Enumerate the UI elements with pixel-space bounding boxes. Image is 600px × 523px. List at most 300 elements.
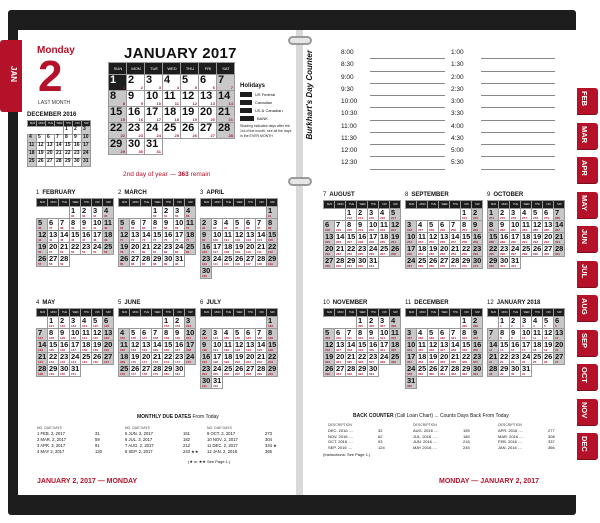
day-cell[interactable]: 18 352 (418, 352, 427, 364)
day-cell[interactable]: 5 5 (182, 74, 197, 90)
day-cell[interactable]: 13 347 (440, 340, 449, 352)
day-cell[interactable]: 1 121 (48, 317, 59, 329)
day-cell[interactable]: 16 16 (128, 106, 143, 122)
day-cell[interactable]: 30 242 (358, 256, 367, 268)
day-cell[interactable]: 22 203 (268, 352, 277, 364)
day-cell[interactable]: 9 9 (128, 90, 143, 106)
day-cell[interactable]: 7 7 (218, 74, 233, 90)
day-cell[interactable]: 15 196 (268, 340, 277, 352)
day-cell[interactable]: 14 45 (60, 230, 69, 242)
day-cell[interactable]: 15 227 (347, 232, 356, 244)
day-cell[interactable]: 30 30 (511, 364, 520, 376)
day-cell[interactable]: 12 12 (182, 90, 197, 106)
day-cell[interactable]: 7 280 (554, 209, 565, 221)
day-cell[interactable]: 2 61 (163, 207, 174, 219)
day-cell[interactable]: 9 (73, 135, 82, 143)
day-cell[interactable]: 1 32 (70, 207, 81, 219)
day-cell[interactable]: 22 22 (110, 122, 125, 138)
day-cell[interactable]: 1 1 (499, 317, 510, 329)
day-cell[interactable]: 23 235 (358, 244, 367, 256)
day-cell[interactable]: 3 154 (185, 317, 196, 329)
day-cell[interactable]: 4 63 (185, 207, 196, 219)
day-cell[interactable]: 6 6 (554, 317, 565, 329)
day-cell[interactable]: 28 28 (218, 122, 233, 138)
day-cell[interactable]: 21 264 (451, 244, 460, 256)
day-cell[interactable]: 22 142 (49, 352, 58, 364)
day-cell[interactable]: 18 49 (104, 230, 113, 242)
day-cell[interactable]: 10 191 (213, 340, 222, 352)
day-cell[interactable]: 9 282 (499, 221, 510, 233)
day-cell[interactable]: 11 162 (120, 340, 128, 352)
day-cell[interactable]: 17 (82, 143, 91, 151)
day-cell[interactable]: 20 232 (325, 244, 334, 256)
day-cell[interactable]: 30 211 (202, 376, 211, 388)
day-cell[interactable]: 22 234 (347, 244, 356, 256)
writing-line[interactable] (370, 169, 445, 170)
day-cell[interactable]: 12 43 (38, 230, 47, 242)
day-cell[interactable]: 31 243 (369, 256, 378, 268)
day-cell[interactable]: 20 (46, 151, 55, 159)
day-cell[interactable]: 23 174 (175, 352, 184, 364)
day-cell[interactable]: 27 (46, 159, 55, 167)
day-cell[interactable]: 15 288 (489, 232, 498, 244)
day-cell[interactable]: 23 82 (164, 242, 173, 254)
day-cell[interactable]: 20 110 (246, 242, 255, 254)
day-cell[interactable]: 24 83 (175, 242, 184, 254)
day-cell[interactable]: 26 26 (182, 122, 197, 138)
day-cell[interactable]: 14 195 (257, 340, 266, 352)
day-cell[interactable]: 28 362 (451, 364, 460, 376)
day-cell[interactable]: 25 145 (82, 352, 91, 364)
day-cell[interactable]: 30 273 (473, 256, 482, 268)
day-cell[interactable]: 16 320 (369, 340, 378, 352)
day-cell[interactable]: 19 200 (235, 352, 244, 364)
day-cell[interactable]: 19 353 (429, 352, 438, 364)
day-cell[interactable]: 8 312 (357, 329, 368, 341)
day-cell[interactable]: 2 122 (59, 317, 70, 329)
day-cell[interactable]: 15 15 (500, 340, 509, 352)
day-cell[interactable]: 22 53 (71, 242, 80, 254)
day-cell[interactable]: 14 (55, 143, 64, 151)
day-cell[interactable]: 3 307 (379, 317, 390, 329)
day-cell[interactable]: 30 303 (500, 256, 509, 268)
day-cell[interactable]: 29 149 (49, 364, 58, 376)
tab-nov[interactable] (577, 399, 598, 426)
day-cell[interactable]: 15 105 (268, 230, 277, 242)
day-cell[interactable]: 19 323 (325, 352, 334, 364)
day-cell[interactable]: 7 38 (59, 219, 70, 231)
day-cell[interactable]: 19 139 (93, 340, 102, 352)
day-cell[interactable]: 23 327 (369, 352, 378, 364)
day-cell[interactable]: 25 (28, 159, 37, 167)
day-cell[interactable]: 21 (55, 151, 64, 159)
day-cell[interactable]: 16 350 (473, 340, 482, 352)
day-cell[interactable]: 18 322 (391, 340, 400, 352)
day-cell[interactable]: 26 299 (533, 244, 542, 256)
day-cell[interactable]: 22 295 (489, 244, 498, 256)
day-cell[interactable]: 27 208 (246, 364, 255, 376)
day-cell[interactable]: 29 333 (358, 364, 367, 376)
day-cell[interactable]: 6 126 (103, 317, 114, 329)
day-cell[interactable]: 11 42 (104, 218, 112, 230)
day-cell[interactable]: 30 89 (164, 254, 173, 266)
day-cell[interactable]: 21 202 (257, 352, 266, 364)
tab-jul[interactable] (577, 261, 598, 288)
day-cell[interactable]: 21 80 (142, 242, 151, 254)
day-cell[interactable]: 18 138 (82, 340, 91, 352)
day-cell[interactable]: 2 336 (472, 317, 483, 329)
day-cell[interactable]: 26 (37, 159, 46, 167)
day-cell[interactable]: 6 249 (439, 221, 450, 233)
day-cell[interactable]: 17 168 (186, 340, 195, 352)
day-cell[interactable]: 23 23 (128, 122, 143, 138)
day-cell[interactable]: 24 267 (407, 256, 416, 268)
day-cell[interactable]: 7 127 (37, 329, 48, 341)
day-cell[interactable]: 3 123 (70, 317, 81, 329)
day-cell[interactable]: 10 253 (407, 232, 416, 244)
tab-aug[interactable] (577, 295, 598, 322)
day-cell[interactable]: 29 241 (347, 256, 356, 268)
day-cell[interactable]: 14 134 (38, 340, 47, 352)
day-cell[interactable]: 17 351 (407, 352, 416, 364)
day-cell[interactable]: 16 136 (60, 340, 69, 352)
day-cell[interactable]: 21 141 (38, 352, 47, 364)
day-cell[interactable]: 23 357 (473, 352, 482, 364)
day-cell[interactable]: 9 160 (174, 329, 185, 341)
day-cell[interactable]: 1 213 (346, 209, 357, 221)
day-cell[interactable]: 19 (37, 151, 46, 159)
day-cell[interactable]: 12 12 (544, 328, 553, 340)
day-cell[interactable]: 6 157 (141, 329, 152, 341)
day-cell[interactable]: 29 210 (268, 364, 277, 376)
day-cell[interactable]: 11 223 (380, 220, 388, 232)
day-cell[interactable]: 7 7 (488, 329, 499, 341)
day-cell[interactable]: 10 100 (213, 230, 222, 242)
day-cell[interactable]: 23 (73, 151, 82, 159)
day-cell[interactable]: 26 85 (120, 254, 129, 266)
day-cell[interactable]: 11 11 (164, 90, 179, 106)
day-cell[interactable]: 10 (82, 135, 91, 143)
day-cell[interactable]: 1 60 (152, 207, 163, 219)
day-cell[interactable]: 12 224 (391, 220, 400, 232)
day-cell[interactable]: 25 25 (164, 122, 179, 138)
day-cell[interactable]: 12 346 (429, 340, 438, 352)
day-cell[interactable]: 31 31 (522, 364, 531, 376)
day-cell[interactable]: 9 313 (368, 329, 379, 341)
day-cell[interactable]: 27 58 (49, 254, 58, 266)
tab-feb[interactable] (577, 88, 598, 115)
day-cell[interactable]: 7 188 (256, 329, 267, 341)
day-cell[interactable]: 25 115 (224, 254, 233, 266)
day-cell[interactable]: 2 245 (472, 209, 483, 221)
day-cell[interactable]: 26 207 (235, 364, 244, 376)
day-cell[interactable]: 1 274 (488, 209, 499, 221)
day-cell[interactable]: 8 159 (163, 329, 174, 341)
day-cell[interactable]: 28 87 (142, 254, 151, 266)
day-cell[interactable]: 18 18 (533, 340, 542, 352)
day-cell[interactable]: 22 (64, 151, 73, 159)
day-cell[interactable]: 2 92 (201, 219, 212, 231)
day-cell[interactable]: 27 300 (544, 244, 553, 256)
day-cell[interactable]: 9 129 (59, 329, 70, 341)
day-cell[interactable]: 14 73 (142, 230, 151, 242)
day-cell[interactable]: 25 237 (380, 244, 389, 256)
day-cell[interactable]: 3 (82, 127, 91, 135)
day-cell[interactable]: 22 81 (153, 242, 162, 254)
day-cell[interactable]: 12 316 (325, 340, 334, 352)
day-cell[interactable]: 16 16 (511, 340, 520, 352)
day-cell[interactable]: 18 199 (224, 352, 233, 364)
tab-oct[interactable] (577, 364, 598, 391)
day-cell[interactable]: 31 151 (71, 364, 80, 376)
day-cell[interactable]: 4 (28, 135, 37, 143)
day-cell[interactable]: 5 5 (543, 317, 554, 329)
day-cell[interactable]: 5 278 (532, 209, 543, 221)
day-cell[interactable]: 13 317 (336, 340, 345, 352)
day-cell[interactable]: 3 184 (212, 329, 223, 341)
day-cell[interactable]: 16 106 (202, 242, 211, 254)
day-cell[interactable]: 20 79 (131, 242, 140, 254)
day-cell[interactable]: 17 48 (93, 230, 102, 242)
day-cell[interactable]: 23 113 (202, 254, 211, 266)
day-cell[interactable]: 7 66 (141, 219, 152, 231)
day-cell[interactable]: 5 156 (130, 329, 141, 341)
day-cell[interactable]: 22 326 (358, 352, 367, 364)
day-cell[interactable]: 6 340 (439, 329, 450, 341)
day-cell[interactable]: 14 14 (489, 340, 498, 352)
day-cell[interactable]: 1 335 (461, 317, 472, 329)
day-cell[interactable]: 17 107 (213, 242, 222, 254)
day-cell[interactable]: 2 183 (201, 329, 212, 341)
day-cell[interactable]: 18 230 (380, 232, 389, 244)
day-cell[interactable]: 12 71 (120, 230, 129, 242)
day-cell[interactable]: 28 28 (489, 364, 498, 376)
day-cell[interactable]: 5 95 (234, 219, 245, 231)
day-cell[interactable]: 11 11 (533, 328, 541, 340)
day-cell[interactable]: 8 8 (499, 329, 510, 341)
day-cell[interactable]: 6 6 (200, 74, 215, 90)
day-cell[interactable]: 11 131 (82, 328, 90, 340)
day-cell[interactable]: 14 165 (153, 340, 162, 352)
day-cell[interactable]: 15 135 (49, 340, 58, 352)
day-cell[interactable]: 1 (64, 127, 73, 135)
day-cell[interactable]: 19 19 (182, 106, 197, 122)
day-cell[interactable]: 25 56 (104, 242, 113, 254)
day-cell[interactable]: 8 281 (488, 221, 499, 233)
day-cell[interactable]: 18 291 (522, 232, 531, 244)
day-cell[interactable]: 19 292 (533, 232, 542, 244)
day-cell[interactable]: 26 269 (429, 256, 438, 268)
day-cell[interactable]: 13 44 (49, 230, 58, 242)
day-cell[interactable]: 5 217 (390, 209, 401, 221)
day-cell[interactable]: 8 342 (461, 329, 472, 341)
day-cell[interactable]: 10 344 (407, 340, 416, 352)
day-cell[interactable]: 14 257 (451, 232, 460, 244)
day-cell[interactable]: 20 354 (440, 352, 449, 364)
day-cell[interactable]: 19 231 (391, 232, 400, 244)
day-cell[interactable]: 14 14 (218, 90, 233, 106)
day-cell[interactable]: 22 356 (462, 352, 471, 364)
day-cell[interactable]: 28 332 (347, 364, 356, 376)
day-cell[interactable]: 29 363 (462, 364, 471, 376)
day-cell[interactable]: 13 72 (131, 230, 140, 242)
day-cell[interactable]: 9 343 (472, 329, 483, 341)
day-cell[interactable]: 30 181 (175, 364, 184, 376)
day-cell[interactable]: 24 55 (93, 242, 102, 254)
day-cell[interactable]: 24 114 (213, 254, 222, 266)
day-cell[interactable]: 6 65 (130, 219, 141, 231)
day-cell[interactable]: 23 54 (82, 242, 91, 254)
day-cell[interactable]: 24 175 (186, 352, 195, 364)
day-cell[interactable]: 3 215 (368, 209, 379, 221)
day-cell[interactable]: 24 24 (146, 122, 161, 138)
day-cell[interactable]: 14 104 (257, 230, 266, 242)
day-cell[interactable]: 16 167 (175, 340, 184, 352)
day-cell[interactable]: 21 233 (336, 244, 345, 256)
day-cell[interactable]: 24 (82, 151, 91, 159)
day-cell[interactable]: 20 140 (104, 340, 113, 352)
day-cell[interactable]: 11 192 (224, 340, 232, 352)
day-cell[interactable]: 4 308 (390, 317, 401, 329)
day-cell[interactable]: 15 46 (71, 230, 80, 242)
day-cell[interactable]: 21 172 (153, 352, 162, 364)
day-cell[interactable]: 17 137 (71, 340, 80, 352)
day-cell[interactable]: 8 39 (70, 219, 81, 231)
day-cell[interactable]: 15 319 (358, 340, 367, 352)
day-cell[interactable]: 28 148 (38, 364, 47, 376)
day-cell[interactable]: 6 187 (245, 329, 256, 341)
day-cell[interactable]: 13 286 (544, 220, 553, 232)
day-cell[interactable]: 11 101 (224, 230, 232, 242)
day-cell[interactable]: 5 186 (234, 329, 245, 341)
day-cell[interactable]: 14 226 (336, 232, 345, 244)
day-cell[interactable]: 14 348 (451, 340, 460, 352)
day-cell[interactable]: 4 94 (223, 219, 234, 231)
day-cell[interactable]: 10 41 (93, 218, 102, 230)
day-cell[interactable]: 14 318 (347, 340, 356, 352)
day-cell[interactable]: 8 251 (461, 221, 472, 233)
day-cell[interactable]: 21 21 (218, 106, 233, 122)
day-cell[interactable]: 25 176 (120, 364, 129, 376)
day-cell[interactable]: 7 (55, 135, 64, 143)
day-cell[interactable]: 24 205 (213, 364, 222, 376)
day-cell[interactable]: 19 109 (235, 242, 244, 254)
day-cell[interactable]: 17 321 (380, 340, 389, 352)
day-cell[interactable]: 11 345 (418, 340, 426, 352)
day-cell[interactable]: 13 13 (555, 328, 564, 340)
day-cell[interactable]: 7 219 (335, 221, 346, 233)
day-cell[interactable]: 16 259 (473, 232, 482, 244)
day-cell[interactable]: 16 197 (202, 352, 211, 364)
day-cell[interactable]: 13 225 (325, 232, 334, 244)
day-cell[interactable]: 4 124 (81, 317, 92, 329)
day-cell[interactable]: 4 338 (417, 329, 428, 341)
day-cell[interactable]: 9 9 (510, 329, 521, 341)
day-cell[interactable]: 12 (37, 143, 46, 151)
day-cell[interactable]: 12 163 (131, 340, 140, 352)
day-cell[interactable]: 31 212 (213, 376, 222, 388)
day-cell[interactable]: 27 331 (336, 364, 345, 376)
day-cell[interactable]: 8 98 (267, 219, 278, 231)
day-cell[interactable]: 17 260 (407, 244, 416, 256)
day-cell[interactable]: 15 258 (462, 232, 471, 244)
day-cell[interactable]: 27 86 (131, 254, 140, 266)
day-cell[interactable]: 31 90 (175, 254, 184, 266)
day-cell[interactable]: 27 27 (555, 352, 564, 364)
day-cell[interactable]: 20 201 (246, 352, 255, 364)
day-cell[interactable]: 22 22 (500, 352, 509, 364)
day-cell[interactable]: 31 (82, 159, 91, 167)
day-cell[interactable]: 24 236 (369, 244, 378, 256)
day-cell[interactable]: 7 158 (152, 329, 163, 341)
day-cell[interactable]: 11 70 (186, 218, 194, 230)
day-cell[interactable]: 27 117 (246, 254, 255, 266)
day-cell[interactable]: 10 314 (380, 328, 389, 340)
writing-line[interactable] (481, 169, 555, 170)
day-cell[interactable]: 15 349 (462, 340, 471, 352)
day-cell[interactable]: 4 277 (521, 209, 532, 221)
day-cell[interactable]: 9 221 (357, 221, 368, 233)
day-cell[interactable]: 14 287 (555, 220, 564, 232)
day-cell[interactable]: 8 189 (267, 329, 278, 341)
day-cell[interactable]: 8 8 (110, 90, 125, 106)
day-cell[interactable]: 25 84 (186, 242, 195, 254)
day-cell[interactable]: 21 294 (555, 232, 564, 244)
day-cell[interactable]: 29 180 (164, 364, 173, 376)
day-cell[interactable]: 5 36 (37, 219, 48, 231)
day-cell[interactable]: 22 265 (462, 244, 471, 256)
day-cell[interactable]: 12 285 (533, 220, 542, 232)
day-cell[interactable]: 1 244 (461, 209, 472, 221)
day-cell[interactable]: 26 146 (93, 352, 102, 364)
day-cell[interactable]: 28 (55, 159, 64, 167)
day-cell[interactable]: 11 284 (522, 220, 530, 232)
day-cell[interactable]: 3 276 (510, 209, 521, 221)
day-cell[interactable]: 6 218 (324, 221, 335, 233)
day-cell[interactable]: 21 355 (451, 352, 460, 364)
day-cell[interactable]: 25 298 (522, 244, 531, 256)
day-cell[interactable]: 3 93 (212, 219, 223, 231)
day-cell[interactable]: 22 112 (268, 242, 277, 254)
day-cell[interactable]: 19 50 (38, 242, 47, 254)
day-cell[interactable]: 28 240 (336, 256, 345, 268)
tab-sep[interactable] (577, 330, 598, 357)
day-cell[interactable]: 1 182 (267, 317, 278, 329)
day-cell[interactable]: 26 360 (429, 364, 438, 376)
day-cell[interactable]: 26 26 (544, 352, 553, 364)
day-cell[interactable]: 29 29 (110, 138, 125, 154)
tab-apr[interactable] (577, 157, 598, 184)
day-cell[interactable]: 1 152 (163, 317, 174, 329)
day-cell[interactable]: 12 193 (235, 340, 244, 352)
day-cell[interactable]: 18 (28, 151, 37, 159)
day-cell[interactable]: 6 96 (245, 219, 256, 231)
day-cell[interactable]: 30 150 (60, 364, 69, 376)
day-cell[interactable]: 16 47 (82, 230, 91, 242)
day-cell[interactable]: 27 147 (104, 352, 113, 364)
day-cell[interactable]: 2 2 (510, 317, 521, 329)
day-cell[interactable]: 3 337 (406, 329, 417, 341)
day-cell[interactable]: 2 33 (81, 207, 92, 219)
day-cell[interactable]: 11 315 (391, 328, 399, 340)
day-cell[interactable]: 7 97 (256, 219, 267, 231)
day-cell[interactable]: 18 108 (224, 242, 233, 254)
day-cell[interactable]: 3 3 (521, 317, 532, 329)
day-cell[interactable]: 23 266 (473, 244, 482, 256)
day-cell[interactable]: 20 20 (200, 106, 215, 122)
day-cell[interactable]: 28 118 (257, 254, 266, 266)
day-cell[interactable]: 26 330 (325, 364, 334, 376)
